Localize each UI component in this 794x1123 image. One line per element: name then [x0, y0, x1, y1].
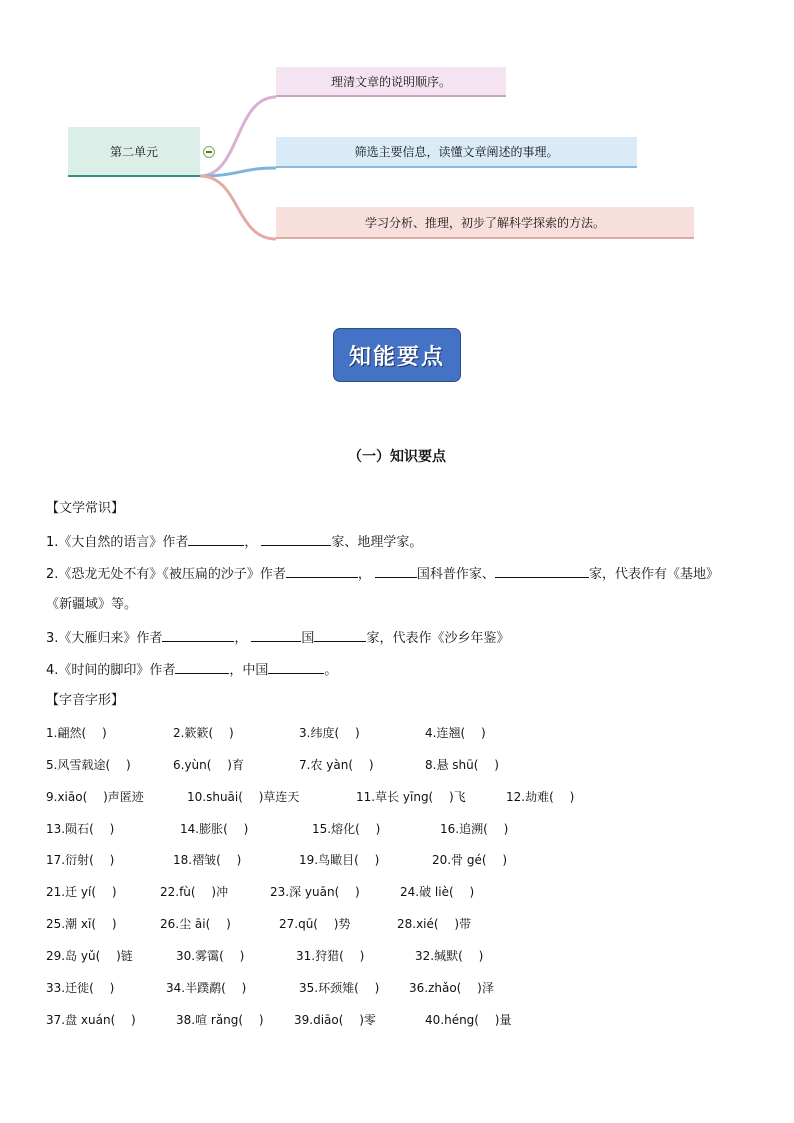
line-text: ，: [357, 567, 371, 582]
list-item[interactable]: 2.簌簌( ): [173, 726, 234, 740]
section-badge-label: 知能要点: [348, 343, 445, 370]
mindmap-branch-label: 理清文章的说明顺序。: [330, 74, 451, 89]
list-item[interactable]: 28.xié( )带: [397, 917, 472, 931]
list-item[interactable]: 16.追溯( ): [440, 822, 509, 836]
mindmap-branch-3[interactable]: [276, 207, 694, 239]
pronunciation-heading: 【字音字形】: [46, 693, 125, 708]
list-item[interactable]: 8.悬 shū( ): [425, 758, 499, 772]
mindmap-root-node[interactable]: [68, 127, 200, 177]
answer-blank[interactable]: [314, 627, 366, 642]
list-item[interactable]: 37.盘 xuán( ): [46, 1013, 136, 1027]
list-item[interactable]: 29.岛 yǔ( )链: [46, 949, 133, 963]
mindmap-root-label: 第二单元: [109, 144, 158, 159]
line-text: 2.《恐龙无处不有》《被压扁的沙子》作者: [46, 567, 286, 582]
line-text: 国: [301, 631, 315, 646]
literary-line-2b: 《新疆域》等。: [46, 597, 138, 612]
list-item[interactable]: 7.农 yàn( ): [299, 758, 374, 772]
section-badge: [333, 328, 461, 382]
list-item[interactable]: 40.héng( )量: [425, 1013, 512, 1027]
list-item[interactable]: 33.迁徙( ): [46, 981, 115, 995]
list-item[interactable]: 22.fù( )冲: [160, 885, 229, 899]
line-text: 家，代表作有《基地》: [588, 567, 719, 582]
list-item[interactable]: 5.风雪载途( ): [46, 758, 131, 772]
collapse-icon[interactable]: [203, 146, 215, 158]
line-text: 4.《时间的脚印》作者: [46, 663, 176, 678]
list-item[interactable]: 13.陨石( ): [46, 822, 115, 836]
list-item[interactable]: 23.深 yuān( ): [270, 885, 360, 899]
list-item[interactable]: 3.纬度( ): [299, 726, 360, 740]
list-item[interactable]: 26.尘 āi( ): [160, 917, 231, 931]
mindmap-branch-2[interactable]: [276, 137, 637, 168]
list-item[interactable]: 27.qū( )势: [279, 917, 351, 931]
list-item[interactable]: 24.破 liè( ): [400, 885, 475, 899]
list-item[interactable]: 17.衍射( ): [46, 853, 115, 867]
list-item[interactable]: 10.shuāi( )草连天: [187, 790, 300, 804]
list-item[interactable]: 21.迁 yí( ): [46, 885, 117, 899]
list-item[interactable]: 32.缄默( ): [415, 949, 484, 963]
list-item[interactable]: 30.雾霭( ): [176, 949, 245, 963]
answer-blank[interactable]: [261, 531, 331, 546]
list-item[interactable]: 9.xiāo( )声匿迹: [46, 790, 144, 804]
literary-line-1: [46, 531, 422, 553]
mindmap-branch-label: 学习分析、推理，初步了解科学探索的方法。: [364, 215, 605, 230]
list-item[interactable]: 36.zhǎo( )泽: [409, 981, 494, 995]
list-item[interactable]: 14.膨胀( ): [180, 822, 249, 836]
list-item[interactable]: 38.喧 rǎng( ): [176, 1013, 264, 1027]
list-item[interactable]: 1.翩然( ): [46, 726, 107, 740]
answer-blank[interactable]: [495, 563, 589, 578]
literary-line-4: [46, 659, 337, 681]
answer-blank[interactable]: [175, 659, 229, 674]
list-item[interactable]: 34.半蹼鹬( ): [166, 981, 247, 995]
answer-blank[interactable]: [268, 659, 324, 674]
line-text: 1.《大自然的语言》作者: [46, 535, 189, 550]
list-item[interactable]: 18.褶皱( ): [173, 853, 242, 867]
section-title: （一）知识要点: [348, 449, 446, 465]
answer-blank[interactable]: [162, 627, 234, 642]
line-text: ，: [244, 535, 258, 550]
list-item[interactable]: 20.骨 gé( ): [432, 853, 508, 867]
list-item[interactable]: 39.diāo( )零: [294, 1013, 376, 1027]
mindmap-branch-label: 筛选主要信息，读懂文章阐述的事理。: [354, 145, 559, 159]
literary-heading: 【文学常识】: [46, 501, 125, 516]
list-item[interactable]: 35.环颈雉( ): [299, 981, 380, 995]
literary-line-3: [46, 627, 509, 649]
line-text: 国科普作家、: [416, 567, 495, 582]
list-item[interactable]: 12.劫难( ): [506, 790, 575, 804]
list-item[interactable]: 15.熔化( ): [312, 822, 381, 836]
literary-line-2: [46, 563, 719, 585]
answer-blank[interactable]: [375, 563, 417, 578]
line-text: 。: [324, 663, 338, 678]
list-item[interactable]: 6.yùn( )育: [173, 758, 244, 772]
mindmap-branch-1[interactable]: [276, 67, 506, 97]
list-item[interactable]: 19.鸟瞰目( ): [299, 853, 380, 867]
answer-blank[interactable]: [188, 531, 244, 546]
list-item[interactable]: 4.连翘( ): [425, 726, 486, 740]
list-item[interactable]: 11.草长 yīng( )飞: [356, 790, 466, 804]
list-item[interactable]: 31.狩猎( ): [296, 949, 365, 963]
line-text: 3.《大雁归来》作者: [46, 631, 163, 646]
line-text: ，中国: [229, 663, 269, 678]
line-text: 家，代表作《沙乡年鉴》: [366, 631, 510, 646]
line-text: ，: [234, 631, 248, 646]
list-item[interactable]: 25.潮 xī( ): [46, 917, 117, 931]
answer-blank[interactable]: [286, 563, 358, 578]
answer-blank[interactable]: [251, 627, 301, 642]
line-text: 家、地理学家。: [331, 535, 423, 550]
